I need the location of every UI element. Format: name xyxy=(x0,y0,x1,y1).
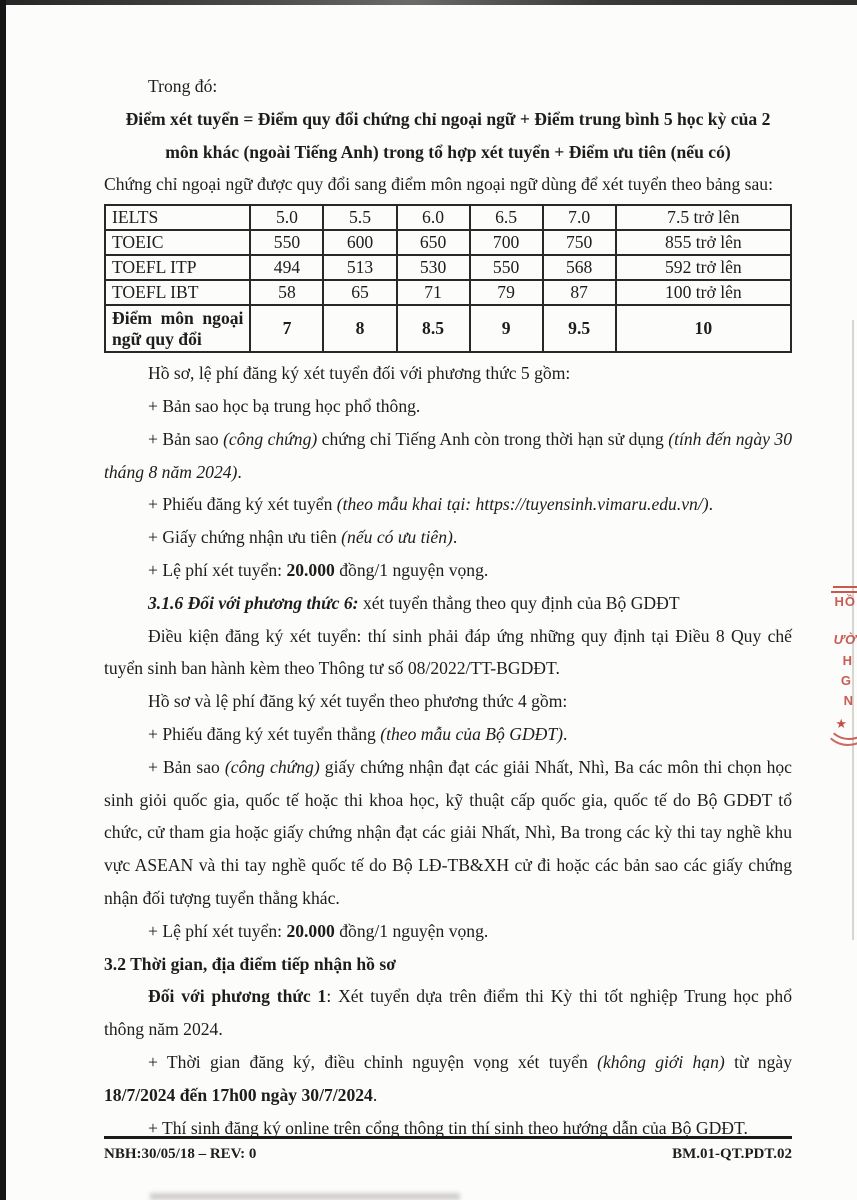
table-row-label: TOEFL IBT xyxy=(105,280,250,305)
stamp-arc xyxy=(823,700,857,746)
text-segment: chứng chỉ Tiếng Anh còn trong thời hạn sử dụng xyxy=(317,428,669,449)
text-segment: từ ngày xyxy=(724,1051,792,1072)
paragraph-phieu-tuyenthang xyxy=(104,718,792,751)
text-segment: (công chứng) xyxy=(224,756,320,777)
paragraph-bansao-giai xyxy=(104,751,792,915)
table-cell: 5.5 xyxy=(323,205,396,230)
text-segment: Đối với phương thức 1 xyxy=(148,986,327,1007)
text-segment: + Thời gian đăng ký, điều chỉnh nguyện vọng xét tuyển xyxy=(148,1051,598,1072)
text-segment: Chứng chỉ ngoại ngữ được quy đổi sang điểm môn ngoại ngữ dùng để xét tuyển theo bảng sau: xyxy=(104,174,773,195)
stamp-border-line xyxy=(831,591,857,593)
table-cell: 550 xyxy=(470,255,543,280)
table-cell: 65 xyxy=(323,280,396,305)
paragraph-hocba xyxy=(104,390,792,423)
text-segment: 20.000 xyxy=(286,559,335,580)
paragraph-phuongthuc-1 xyxy=(104,980,792,1046)
paragraph-hoso-pt5 xyxy=(104,357,792,390)
table-cell: 8.5 xyxy=(397,305,470,352)
table-cell: 568 xyxy=(543,255,616,280)
text-segment: + Bản sao xyxy=(148,756,225,777)
table-cell: 600 xyxy=(323,230,396,255)
stamp-text-fragment: H xyxy=(842,653,853,668)
text-segment: : Xét tuyển dựa trên điểm thi Kỳ thi tốt nghiệp Trung học phổ thông năm 2024. xyxy=(104,986,792,1040)
text-segment: (công chứng) xyxy=(223,428,318,449)
stamp-text-fragment: G xyxy=(840,673,852,688)
text-segment: + Phiếu đăng ký xét tuyển thẳng xyxy=(148,723,381,744)
table-cell: 7 xyxy=(250,305,323,352)
table-cell: 9 xyxy=(470,305,543,352)
text-segment: (không giới hạn) xyxy=(597,1051,725,1072)
text-segment: Hồ sơ, lệ phí đăng ký xét tuyển đối với phương thức 5 gồm: xyxy=(148,363,571,384)
text-segment: . xyxy=(708,494,714,515)
text-segment: 3.2 Thời gian, địa điểm tiếp nhận hồ sơ xyxy=(104,953,396,974)
table-cell: 5.0 xyxy=(250,205,323,230)
text-segment: (theo mẫu khai tại: https://tuyensinh.vimaru.edu.vn/) xyxy=(336,494,709,515)
formula-line-1: Điểm xét tuyển = Điểm quy đổi chứng chỉ ngoại ngữ + Điểm trung bình 5 học kỳ của 2 xyxy=(125,108,771,129)
text-segment: . xyxy=(237,461,242,482)
table-row-converted-score xyxy=(105,305,791,352)
text-segment: 3.1.6 Đối với phương thức 6: xyxy=(148,592,359,613)
paragraph-dieukien xyxy=(104,620,792,686)
text-segment: (tính đến ngày 30 tháng 8 năm 2024) xyxy=(104,428,792,482)
paragraph-hoso-pt4 xyxy=(104,685,792,718)
stamp-star-icon: ★ xyxy=(835,716,847,731)
table-cell: 9.5 xyxy=(543,305,616,352)
text-segment: . xyxy=(372,1084,378,1105)
footer-form-code: BM.01-QT.PDT.02 xyxy=(672,1146,792,1162)
conversion-table xyxy=(104,204,792,353)
table-cell: 592 trở lên xyxy=(616,255,791,280)
paragraph-phieu-dangky xyxy=(104,488,792,521)
text-segment: + Giấy chứng nhận ưu tiên xyxy=(148,527,342,548)
table-row-label: TOEFL ITP xyxy=(105,255,250,280)
scan-top-edge-artifact xyxy=(0,0,857,5)
table-cell: 10 xyxy=(616,305,791,352)
page-footer xyxy=(104,1136,792,1163)
stamp-border-line xyxy=(833,586,857,588)
heading-3-1-6 xyxy=(104,587,792,620)
paragraph-giay-uutien xyxy=(104,521,792,554)
paragraph-trong-do xyxy=(104,70,792,103)
table-cell: 494 xyxy=(250,255,323,280)
text-segment: xét tuyển thẳng theo quy định của Bộ GDĐT xyxy=(358,592,680,613)
table-cell: 855 trở lên xyxy=(616,230,791,255)
table-row-label: IELTS xyxy=(105,205,250,230)
table-cell: 79 xyxy=(470,280,543,305)
table-cell: 7.0 xyxy=(543,205,616,230)
table-cell: 513 xyxy=(323,255,396,280)
table-cell: 87 xyxy=(543,280,616,305)
table-cell: 8 xyxy=(323,305,396,352)
stamp-text-fragment: N xyxy=(843,693,854,708)
scan-left-edge-artifact xyxy=(0,0,6,1200)
paragraph-lephi-1 xyxy=(104,554,792,587)
text-segment: + Lệ phí xét tuyển: xyxy=(148,559,287,580)
text-segment: + Bản sao xyxy=(148,428,224,449)
table-cell: 530 xyxy=(397,255,470,280)
text-segment: + Thí sinh đăng ký online trên cổng thông tin thí sinh theo hướng dẫn của Bộ GDĐT. xyxy=(148,1117,748,1138)
paragraph-bansao-tienganh xyxy=(104,423,792,489)
table-row-label: TOEIC xyxy=(105,230,250,255)
text-segment: 18/7/2024 đến 17h00 ngày 30/7/2024 xyxy=(104,1084,373,1105)
table-cell: 7.5 trở lên xyxy=(616,205,791,230)
text-segment: đồng/1 nguyện vọng. xyxy=(334,559,489,580)
table-row xyxy=(105,205,791,230)
text-segment: + Lệ phí xét tuyển: xyxy=(148,920,287,941)
text-segment: (theo mẫu của Bộ GDĐT) xyxy=(380,723,563,744)
text-segment: Trong đó: xyxy=(148,76,218,96)
text-segment: Hồ sơ và lệ phí đăng ký xét tuyển theo phương thức 4 gồm: xyxy=(148,691,568,712)
table-row xyxy=(105,230,791,255)
table-cell: 58 xyxy=(250,280,323,305)
table-cell: 6.5 xyxy=(470,205,543,230)
text-segment: giấy chứng nhận đạt các giải Nhất, Nhì, Ba các môn thi chọn học sinh giỏi quốc gia, quốc tế hoặc thi khoa học, kỹ thuật cấp quốc gia, quốc tế do Bộ GDĐT tổ chức, cử tham gia hoặc giấy chứng nhận đạt các giải Nhất, Nhì, Ba trong các kỳ thi tay nghề khu vực ASEAN và thi tay nghề quốc tế do Bộ LĐ-TB&XH cử đi hoặc các bản sao các giấy chứng nhận đối tượng tuyển thẳng khác. xyxy=(104,756,792,908)
red-stamp-fragment xyxy=(827,584,857,756)
footer-revision-code: NBH:30/05/18 – REV: 0 xyxy=(104,1146,257,1162)
heading-3-2 xyxy=(104,948,792,981)
paragraph-convert-note xyxy=(104,168,792,201)
table-row xyxy=(105,280,791,305)
paragraph-lephi-2 xyxy=(104,915,792,948)
text-segment: . xyxy=(563,723,568,744)
text-segment: Điều kiện đăng ký xét tuyển: thí sinh phải đáp ứng những quy định tại Điều 8 Quy chế tuyển sinh ban hành kèm theo Thông tư số 08/2022/TT-BGDĐT. xyxy=(104,625,792,679)
table-row xyxy=(105,255,791,280)
table-cell: 650 xyxy=(397,230,470,255)
table-cell: 71 xyxy=(397,280,470,305)
text-segment: . xyxy=(452,527,458,548)
table-cell: 700 xyxy=(470,230,543,255)
text-segment: + Bản sao học bạ trung học phổ thông. xyxy=(148,395,421,416)
scan-bottom-smudge xyxy=(150,1193,460,1200)
table-cell: 6.0 xyxy=(397,205,470,230)
table-cell: 100 trở lên xyxy=(616,280,791,305)
table-cell: 750 xyxy=(543,230,616,255)
table-cell: 550 xyxy=(250,230,323,255)
text-segment: + Phiếu đăng ký xét tuyển xyxy=(148,494,337,515)
stamp-text-fragment: ƯỜ xyxy=(833,632,857,647)
paragraph-thoigian-dangky xyxy=(104,1046,792,1112)
document-body xyxy=(104,70,792,1144)
text-segment: đồng/1 nguyện vọng. xyxy=(334,920,489,941)
formula-line-2: môn khác (ngoài Tiếng Anh) trong tổ hợp xét tuyển + Điểm ưu tiên (nếu có) xyxy=(165,141,731,162)
table-row-label: Điểm môn ngoại ngữ quy đổi xyxy=(105,305,250,352)
text-segment: (nếu có ưu tiên) xyxy=(341,527,453,548)
text-segment: 20.000 xyxy=(286,920,335,941)
stamp-text-fragment: HỒ xyxy=(834,594,856,609)
